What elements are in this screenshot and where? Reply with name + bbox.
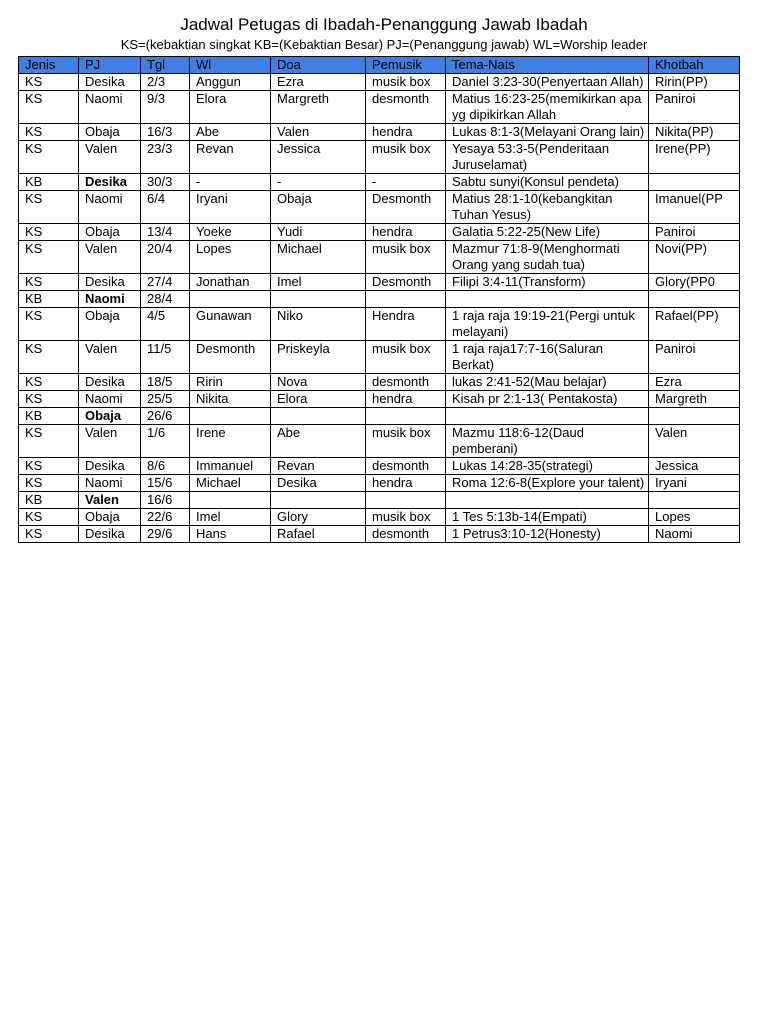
cell-doa: Abe xyxy=(271,425,366,458)
cell-wl: Revan xyxy=(190,141,271,174)
cell-tema-nats xyxy=(446,291,649,308)
cell-pj: Valen xyxy=(79,425,141,458)
cell-pemusik: hendra xyxy=(366,224,446,241)
cell-doa: Michael xyxy=(271,241,366,274)
cell-khotbah: Paniroi xyxy=(649,224,740,241)
cell-doa: Obaja xyxy=(271,191,366,224)
cell-tgl: 20/4 xyxy=(141,241,190,274)
cell-pj: Obaja xyxy=(79,509,141,526)
cell-tgl: 16/6 xyxy=(141,492,190,509)
cell-wl: Abe xyxy=(190,124,271,141)
cell-tema-nats: Filipi 3:4-11(Transform) xyxy=(446,274,649,291)
cell-tema-nats: Mazmu 118:6-12(Daud pemberani) xyxy=(446,425,649,458)
cell-khotbah: Lopes xyxy=(649,509,740,526)
cell-pemusik: musik box xyxy=(366,509,446,526)
cell-khotbah: Margreth xyxy=(649,391,740,408)
cell-pemusik: desmonth xyxy=(366,458,446,475)
cell-tema-nats: Sabtu sunyi(Konsul pendeta) xyxy=(446,174,649,191)
cell-pj: Obaja xyxy=(79,124,141,141)
cell-pj: Naomi xyxy=(79,391,141,408)
cell-jenis: KS xyxy=(19,274,79,291)
cell-wl: - xyxy=(190,174,271,191)
cell-doa: Jessica xyxy=(271,141,366,174)
cell-doa: Yudi xyxy=(271,224,366,241)
col-header-pemusik: Pemusik xyxy=(366,57,446,74)
cell-tema-nats: 1 Petrus3:10-12(Honesty) xyxy=(446,526,649,543)
schedule-body xyxy=(19,74,740,543)
cell-wl: Immanuel xyxy=(190,458,271,475)
cell-doa: Glory xyxy=(271,509,366,526)
cell-jenis: KS xyxy=(19,74,79,91)
cell-tgl: 26/6 xyxy=(141,408,190,425)
cell-doa: Niko xyxy=(271,308,366,341)
cell-doa xyxy=(271,291,366,308)
cell-pj: Valen xyxy=(79,492,141,509)
cell-wl: Hans xyxy=(190,526,271,543)
cell-khotbah: Ririn(PP) xyxy=(649,74,740,91)
cell-jenis: KS xyxy=(19,458,79,475)
cell-jenis: KB xyxy=(19,492,79,509)
table-row xyxy=(19,141,740,174)
cell-pj: Desika xyxy=(79,274,141,291)
cell-doa: Valen xyxy=(271,124,366,141)
col-header-doa: Doa xyxy=(271,57,366,74)
cell-doa: Nova xyxy=(271,374,366,391)
cell-wl: Iryani xyxy=(190,191,271,224)
table-row xyxy=(19,391,740,408)
cell-pj: Naomi xyxy=(79,191,141,224)
cell-pj: Desika xyxy=(79,74,141,91)
cell-pj: Desika xyxy=(79,526,141,543)
cell-pj: Desika xyxy=(79,458,141,475)
cell-tgl: 9/3 xyxy=(141,91,190,124)
cell-doa: Imel xyxy=(271,274,366,291)
cell-khotbah: Naomi xyxy=(649,526,740,543)
col-header-pj: PJ xyxy=(79,57,141,74)
cell-tgl: 4/5 xyxy=(141,308,190,341)
cell-pj: Naomi xyxy=(79,91,141,124)
table-row xyxy=(19,425,740,458)
cell-tgl: 11/5 xyxy=(141,341,190,374)
table-row xyxy=(19,191,740,224)
cell-tema-nats: Lukas 14:28-35(strategi) xyxy=(446,458,649,475)
cell-pemusik: musik box xyxy=(366,141,446,174)
cell-doa xyxy=(271,492,366,509)
cell-khotbah: Valen xyxy=(649,425,740,458)
cell-tema-nats: Roma 12:6-8(Explore your talent) xyxy=(446,475,649,492)
cell-pj: Naomi xyxy=(79,291,141,308)
col-header-khotbah: Khotbah xyxy=(649,57,740,74)
cell-wl: Ririn xyxy=(190,374,271,391)
cell-khotbah xyxy=(649,492,740,509)
cell-wl: Imel xyxy=(190,509,271,526)
table-row xyxy=(19,224,740,241)
table-row xyxy=(19,475,740,492)
cell-jenis: KS xyxy=(19,308,79,341)
cell-tema-nats: Lukas 8:1-3(Melayani Orang lain) xyxy=(446,124,649,141)
cell-jenis: KB xyxy=(19,408,79,425)
cell-tgl: 18/5 xyxy=(141,374,190,391)
cell-wl: Nikita xyxy=(190,391,271,408)
cell-pj: Naomi xyxy=(79,475,141,492)
cell-khotbah: Jessica xyxy=(649,458,740,475)
cell-tema-nats: 1 raja raja17:7-16(Saluran Berkat) xyxy=(446,341,649,374)
cell-wl xyxy=(190,492,271,509)
cell-tgl: 23/3 xyxy=(141,141,190,174)
cell-wl xyxy=(190,291,271,308)
cell-khotbah: Novi(PP) xyxy=(649,241,740,274)
cell-khotbah: Glory(PP0 xyxy=(649,274,740,291)
schedule-table xyxy=(18,56,740,543)
cell-jenis: KS xyxy=(19,191,79,224)
cell-tema-nats: Matius 16:23-25(memikirkan apa yg dipikirkan Allah xyxy=(446,91,649,124)
cell-pj: Valen xyxy=(79,241,141,274)
cell-jenis: KS xyxy=(19,526,79,543)
table-row xyxy=(19,374,740,391)
cell-doa: Rafael xyxy=(271,526,366,543)
cell-doa xyxy=(271,408,366,425)
table-row xyxy=(19,341,740,374)
cell-khotbah: Ezra xyxy=(649,374,740,391)
header-row xyxy=(19,57,740,74)
cell-wl: Anggun xyxy=(190,74,271,91)
cell-tgl: 13/4 xyxy=(141,224,190,241)
table-row xyxy=(19,124,740,141)
cell-pj: Obaja xyxy=(79,408,141,425)
cell-doa: - xyxy=(271,174,366,191)
cell-pemusik: - xyxy=(366,174,446,191)
cell-jenis: KS xyxy=(19,91,79,124)
cell-khotbah: Iryani xyxy=(649,475,740,492)
cell-pemusik xyxy=(366,492,446,509)
cell-pemusik: musik box xyxy=(366,241,446,274)
cell-jenis: KB xyxy=(19,174,79,191)
cell-pemusik: Desmonth xyxy=(366,274,446,291)
cell-pemusik: musik box xyxy=(366,74,446,91)
cell-doa: Ezra xyxy=(271,74,366,91)
cell-doa: Desika xyxy=(271,475,366,492)
cell-wl: Elora xyxy=(190,91,271,124)
cell-wl: Jonathan xyxy=(190,274,271,291)
cell-pemusik: Hendra xyxy=(366,308,446,341)
table-row xyxy=(19,174,740,191)
cell-pemusik: desmonth xyxy=(366,374,446,391)
cell-jenis: KS xyxy=(19,475,79,492)
cell-khotbah: Irene(PP) xyxy=(649,141,740,174)
table-row xyxy=(19,291,740,308)
cell-khotbah xyxy=(649,291,740,308)
cell-pj: Desika xyxy=(79,174,141,191)
cell-wl: Desmonth xyxy=(190,341,271,374)
cell-tgl: 25/5 xyxy=(141,391,190,408)
cell-tema-nats: lukas 2:41-52(Mau belajar) xyxy=(446,374,649,391)
cell-tgl: 28/4 xyxy=(141,291,190,308)
cell-tema-nats: Daniel 3:23-30(Penyertaan Allah) xyxy=(446,74,649,91)
cell-pj: Obaja xyxy=(79,224,141,241)
cell-pj: Obaja xyxy=(79,308,141,341)
cell-tema-nats: Matius 28:1-10(kebangkitan Tuhan Yesus) xyxy=(446,191,649,224)
cell-pemusik: desmonth xyxy=(366,91,446,124)
cell-tgl: 27/4 xyxy=(141,274,190,291)
cell-jenis: KS xyxy=(19,341,79,374)
cell-doa: Priskeyla xyxy=(271,341,366,374)
cell-doa: Elora xyxy=(271,391,366,408)
cell-pemusik xyxy=(366,408,446,425)
table-row xyxy=(19,526,740,543)
cell-khotbah xyxy=(649,408,740,425)
table-row xyxy=(19,458,740,475)
table-row xyxy=(19,492,740,509)
col-header-wl: Wl xyxy=(190,57,271,74)
col-header-tgl: Tgl xyxy=(141,57,190,74)
cell-khotbah: Imanuel(PP xyxy=(649,191,740,224)
cell-pemusik: musik box xyxy=(366,425,446,458)
cell-pemusik: Desmonth xyxy=(366,191,446,224)
cell-jenis: KS xyxy=(19,241,79,274)
cell-wl xyxy=(190,408,271,425)
cell-jenis: KS xyxy=(19,124,79,141)
table-row xyxy=(19,408,740,425)
cell-tgl: 16/3 xyxy=(141,124,190,141)
cell-pj: Valen xyxy=(79,341,141,374)
cell-pemusik xyxy=(366,291,446,308)
cell-tema-nats xyxy=(446,492,649,509)
cell-tgl: 22/6 xyxy=(141,509,190,526)
col-header-jenis: Jenis xyxy=(19,57,79,74)
table-row xyxy=(19,91,740,124)
cell-tema-nats: 1 Tes 5:13b-14(Empati) xyxy=(446,509,649,526)
table-row xyxy=(19,509,740,526)
cell-tema-nats: Yesaya 53:3-5(Penderitaan Juruselamat) xyxy=(446,141,649,174)
cell-tema-nats: Galatia 5:22-25(New Life) xyxy=(446,224,649,241)
cell-jenis: KB xyxy=(19,291,79,308)
table-row xyxy=(19,241,740,274)
cell-tgl: 6/4 xyxy=(141,191,190,224)
cell-pemusik: hendra xyxy=(366,124,446,141)
table-row xyxy=(19,308,740,341)
cell-tema-nats xyxy=(446,408,649,425)
cell-wl: Gunawan xyxy=(190,308,271,341)
page-title: Jadwal Petugas di Ibadah-Penanggung Jawab Ibadah xyxy=(180,15,588,34)
cell-pemusik: musik box xyxy=(366,341,446,374)
cell-tgl: 8/6 xyxy=(141,458,190,475)
cell-jenis: KS xyxy=(19,391,79,408)
cell-khotbah: Nikita(PP) xyxy=(649,124,740,141)
legend-subtitle: KS=(kebaktian singkat KB=(Kebaktian Besar) PJ=(Penanggung jawab) WL=Worship leader xyxy=(120,37,648,52)
cell-khotbah: Rafael(PP) xyxy=(649,308,740,341)
cell-wl: Irene xyxy=(190,425,271,458)
cell-doa: Margreth xyxy=(271,91,366,124)
cell-tema-nats: Kisah pr 2:1-13( Pentakosta) xyxy=(446,391,649,408)
cell-tgl: 2/3 xyxy=(141,74,190,91)
cell-wl: Yoeke xyxy=(190,224,271,241)
cell-tema-nats: 1 raja raja 19:19-21(Pergi untuk melayani) xyxy=(446,308,649,341)
cell-wl: Lopes xyxy=(190,241,271,274)
cell-pj: Desika xyxy=(79,374,141,391)
cell-jenis: KS xyxy=(19,509,79,526)
cell-tgl: 1/6 xyxy=(141,425,190,458)
cell-pemusik: hendra xyxy=(366,391,446,408)
cell-pj: Valen xyxy=(79,141,141,174)
cell-jenis: KS xyxy=(19,425,79,458)
cell-jenis: KS xyxy=(19,374,79,391)
cell-khotbah: Paniroi xyxy=(649,91,740,124)
cell-khotbah xyxy=(649,174,740,191)
cell-khotbah: Paniroi xyxy=(649,341,740,374)
cell-jenis: KS xyxy=(19,141,79,174)
table-row xyxy=(19,274,740,291)
cell-pemusik: hendra xyxy=(366,475,446,492)
cell-tgl: 30/3 xyxy=(141,174,190,191)
cell-pemusik: desmonth xyxy=(366,526,446,543)
cell-tgl: 15/6 xyxy=(141,475,190,492)
cell-tema-nats: Mazmur 71:8-9(Menghormati Orang yang sudah tua) xyxy=(446,241,649,274)
cell-doa: Revan xyxy=(271,458,366,475)
col-header-tema-nats: Tema-Nats xyxy=(446,57,649,74)
cell-tgl: 29/6 xyxy=(141,526,190,543)
table-row xyxy=(19,74,740,91)
cell-jenis: KS xyxy=(19,224,79,241)
cell-wl: Michael xyxy=(190,475,271,492)
